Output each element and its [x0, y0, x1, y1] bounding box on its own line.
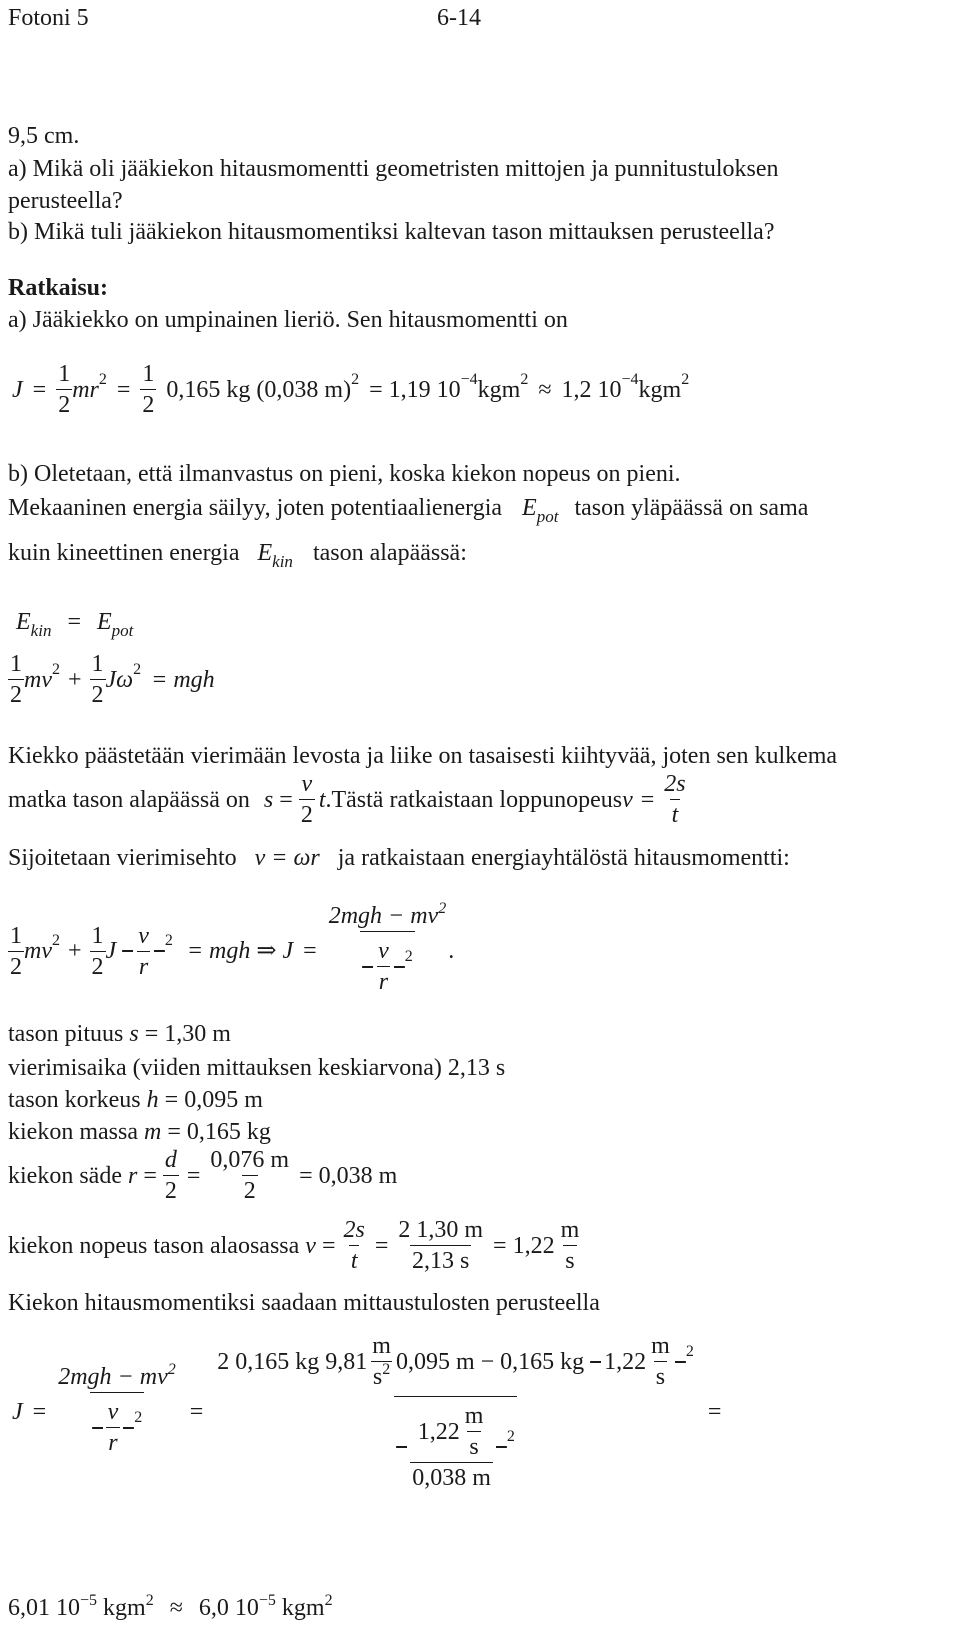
equation-energy: $E_{kin} = E_{pot}$ — [16, 609, 134, 640]
question-a-cont: perusteella? — [8, 188, 123, 214]
question-a: a) Mikä oli jääkiekon hitausmomentti geometristen mittojen ja punnitustuloksen — [8, 156, 779, 182]
final-heading: Kiekon hitausmomentiksi saadaan mittaustulosten perusteella — [8, 1290, 600, 1316]
answer-b-line2: Mekaaninen energia säilyy, joten potentiaalienergia $E_{pot}$ tason yläpäässä on sama — [8, 495, 809, 526]
equation-solve-j: $\frac{1}{2}$ mv 2 + $\frac{1}{2}$ J $\frac{v}{r}$ 2 = mgh ⇒ J = $2mgh - mv^2$ $\frac{v}{r}$ 2 . — [8, 904, 454, 998]
matka-line: matka tason alapäässä on s = $\frac{v}{2}$ t .Tästä ratkaistaan loppunopeus v = $\frac{2s}{t}$ — [8, 771, 686, 828]
kiekko-line: Kiekko päästetään vierimään levosta ja liike on tasaisesti kiihtyvää, joten sen kulkema — [8, 743, 838, 769]
page-number: 6-14 — [437, 5, 481, 31]
value-kiekon-sade: kiekon säde r = $\frac{d}{2}$ = $\frac{0,076 m}{2}$ = 0,038 m — [8, 1147, 398, 1204]
solution-heading: Ratkaisu: — [8, 275, 109, 301]
answer-b-line3: kuin kineettinen energia $E_{kin}$ tason alapäässä: — [8, 540, 467, 571]
value-tason-korkeus: tason korkeus h = 0,095 m — [8, 1087, 263, 1113]
equation-final: J = $2mgh - mv^2$ $\frac{v}{r}$ 2 = 2 0,165 kg 9,81 $\frac{m}{s^2}$ 0,095 m − 0,165 kg 1,22 $\frac{m}{s}$ 2 1,22 $\frac{m}{s}$ 0,038 m 2 = — [12, 1330, 721, 1494]
value-vierimisaika: vierimisaika (viiden mittauksen keskiarvona) 2,13 s — [8, 1055, 506, 1081]
final-result: 6,01 $10^{-5}$ kgm$^2$ ≈ 6,0 $10^{-5}$ kgm$^2$ — [8, 1592, 333, 1621]
answer-b-line1: b) Oletetaan, että ilmanvastus on pieni, koska kiekon nopeus on pieni. — [8, 461, 681, 487]
value-kiekon-massa: kiekon massa m = 0,165 kg — [8, 1119, 271, 1145]
equation-hitausmomentti: J = $\frac{1}{2}$ mr 2 = $\frac{1}{2}$ 0,165 kg (0,038 m) 2 = 1,19 10 −4 kgm 2 ≈ 1,2 10 −4 kgm 2 — [12, 361, 690, 418]
equation-kinetic: $\frac{1}{2}$ mv 2 + $\frac{1}{2}$ Jω 2 = mgh — [10, 651, 215, 708]
value-kiekon-nopeus: kiekon nopeus tason alaosassa v = $\frac{2s}{t}$ = $\frac{2 1,30 m}{2,13 s}$ = 1,22 $\frac{m}{s}$ — [8, 1217, 580, 1274]
header-title: Fotoni 5 — [8, 5, 89, 31]
intro-line: 9,5 cm. — [8, 123, 80, 149]
question-b: b) Mikä tuli jääkiekon hitausmomentiksi kaltevan tason mittauksen perusteella? — [8, 219, 775, 245]
answer-a-text: a) Jääkiekko on umpinainen lieriö. Sen hitausmomentti on — [8, 307, 568, 333]
sijoitetaan-line: Sijoitetaan vierimisehto v = ωr ja ratkaistaan energiayhtälöstä hitausmomentti: — [8, 845, 790, 871]
value-tason-pituus: tason pituus s = 1,30 m — [8, 1021, 231, 1047]
